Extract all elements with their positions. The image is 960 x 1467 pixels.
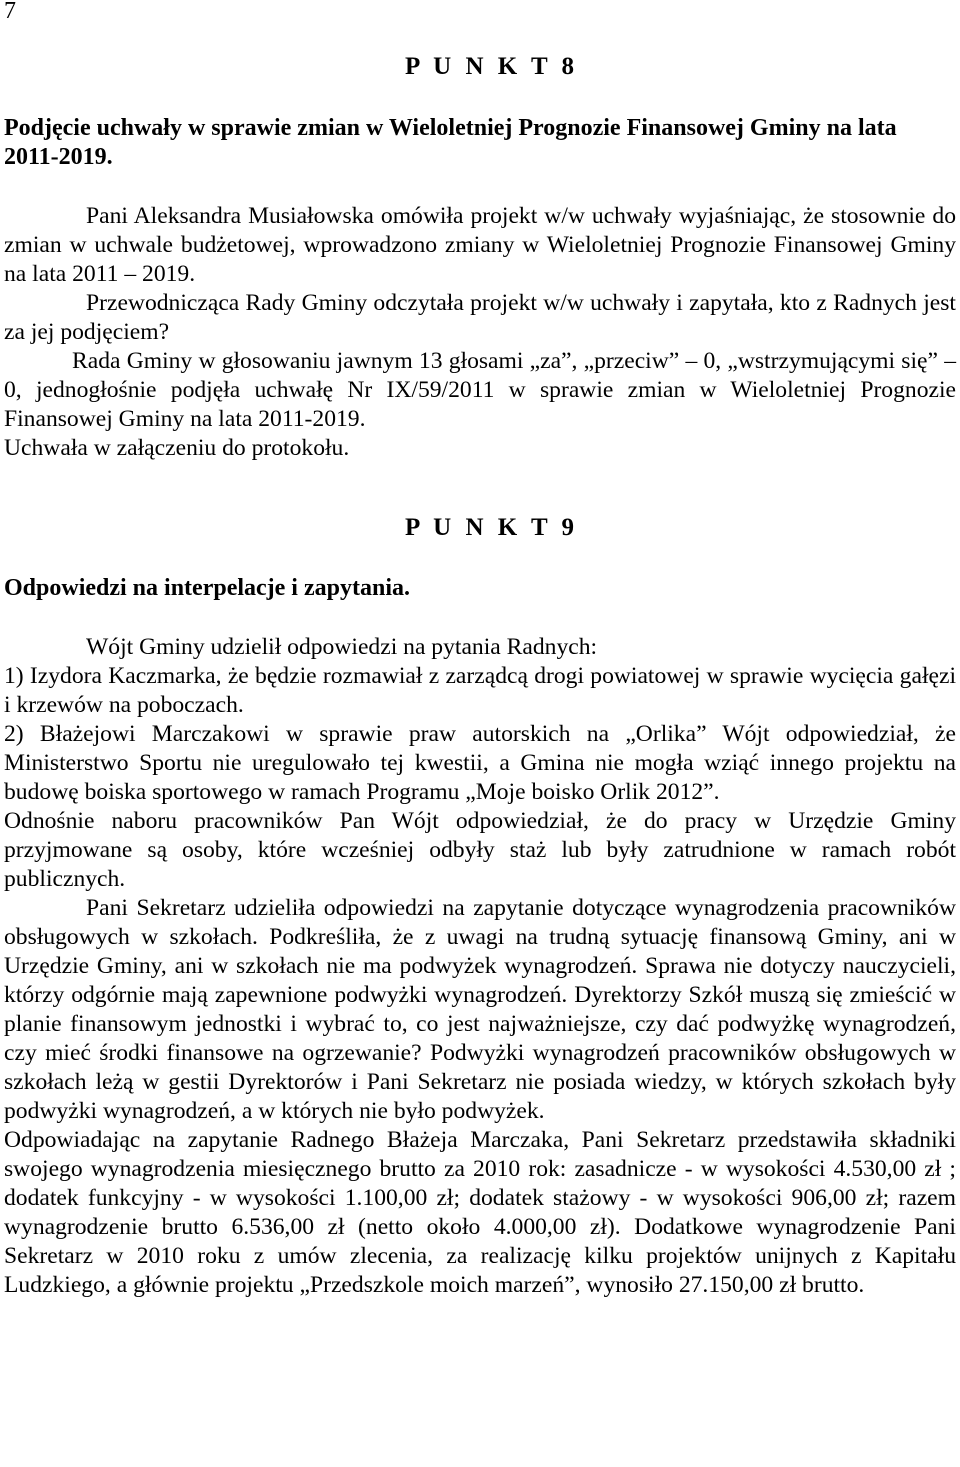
- paragraph: Przewodnicząca Rady Gminy odczytała projekt w/w uchwały i zapytała, kto z Radnych jest za jej podjęciem?: [4, 290, 956, 345]
- section-8-title: Podjęcie uchwały w sprawie zmian w Wieloletniej Prognozie Finansowej Gminy na lata 2011-2019.: [4, 115, 897, 170]
- paragraph: Uchwała w załączeniu do protokołu.: [4, 435, 350, 461]
- section-8-body: [4, 202, 956, 463]
- paragraph: Wójt Gminy udzielił odpowiedzi na pytania Radnych:: [86, 634, 598, 660]
- section-9-heading: P U N K T 9: [405, 514, 578, 541]
- paragraph: 1) Izydora Kaczmarka, że będzie rozmawiał z zarządcą drogi powiatowej w sprawie wycięcia gałęzi i krzewów na poboczach.: [4, 663, 956, 718]
- paragraph: Rada Gminy w głosowaniu jawnym 13 głosami „za”, „przeciw” – 0, „wstrzymującymi się” – 0, jednogłośnie podjęła uchwałę Nr IX/59/2011 w sprawie zmian w Wieloletniej Prognozie Finansowej Gminy na lata 2011-2019.: [4, 348, 956, 432]
- section-9-body: [4, 633, 956, 1300]
- page-number: 7: [4, 0, 16, 24]
- paragraph: Odpowiadając na zapytanie Radnego Błażeja Marczaka, Pani Sekretarz przedstawiła składniki swojego wynagrodzenia miesięcznego brutto za 2010 rok: zasadnicze - w wysokości 4.530,00 zł ; dodatek funkcyjny - w wysokości 1.100,00 zł; dodatek stażowy - w wysokości 906,00 zł; razem wynagrodzenie brutto 6.536,00 zł (netto około 4.000,00 zł). Dodatkowe wynagrodzenie Pani Sekretarz w 2010 roku z umów zlecenia, za realizację kilku projektów unijnych z Kapitału Ludzkiego, a głównie projektu „Przedszkole moich marzeń”, wynosiło 27.150,00 zł brutto.: [4, 1127, 956, 1298]
- paragraph: Odnośnie naboru pracowników Pan Wójt odpowiedział, że do pracy w Urzędzie Gminy przyjmowane są osoby, które wcześniej odbyły staż lub były zatrudnione w ramach robót publicznych.: [4, 808, 956, 892]
- section-9-title: Odpowiedzi na interpelacje i zapytania.: [4, 575, 410, 601]
- paragraph: Pani Sekretarz udzieliła odpowiedzi na zapytanie dotyczące wynagrodzenia pracowników obsługowych w szkołach. Podkreśliła, że z uwagi na trudną sytuację finansową Gminy, ani w Urzędzie Gminy, ani w szkołach nie ma podwyżek wynagrodzeń. Sprawa nie dotyczy nauczycieli, którzy odgórnie mają zapewnione podwyżki wynagrodzeń. Dyrektorzy Szkół muszą się zmieścić w planie finansowym jednostki i wybrać to, co jest najważniejsze, czy dać podwyżkę wynagrodzeń, czy mieć środki finansowe na ogrzewanie? Podwyżki wynagrodzeń pracowników obsługowych w szkołach leżą w gestii Dyrektorów i Pani Sekretarz nie posiada wiedzy, w których szkołach były podwyżki wynagrodzeń, a w których nie było podwyżek.: [4, 895, 956, 1124]
- paragraph: 2) Błażejowi Marczakowi w sprawie praw autorskich na „Orlika” Wójt odpowiedział, że Ministerstwo Sportu nie uregulowało tej kwestii, a Gmina nie mogła wziąć innego projektu na budowę boiska sportowego w ramach Programu „Moje boisko Orlik 2012”.: [4, 721, 956, 805]
- paragraph: Pani Aleksandra Musiałowska omówiła projekt w/w uchwały wyjaśniając, że stosownie do zmian w uchwale budżetowej, wprowadzono zmiany w Wieloletniej Prognozie Finansowej Gminy na lata 2011 – 2019.: [4, 203, 956, 287]
- section-8-heading: P U N K T 8: [405, 53, 578, 80]
